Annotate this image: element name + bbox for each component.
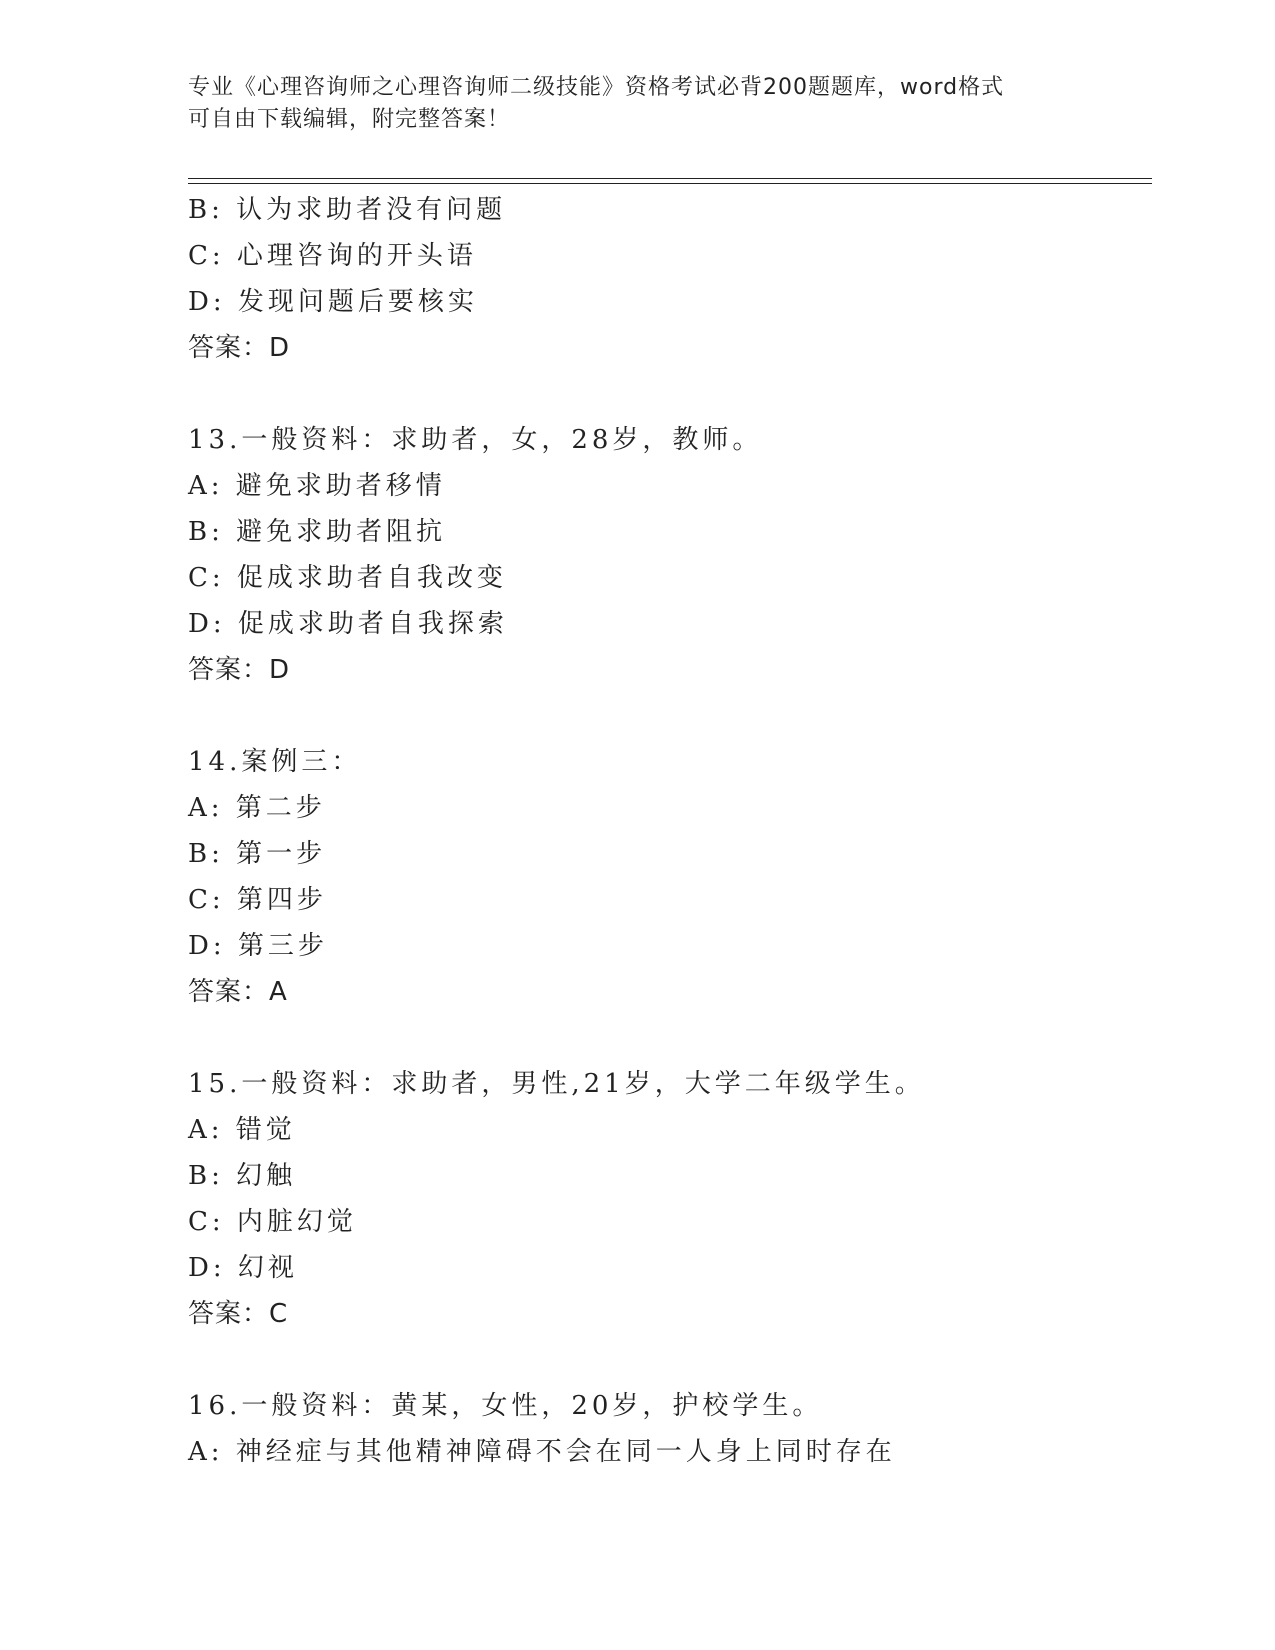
option-b: B: 认为求助者没有问题: [188, 195, 507, 225]
question-block-15: [188, 1015, 1168, 1337]
answer-line: 答案：D: [188, 333, 291, 363]
option-c: C: 内脏幻觉: [188, 1207, 357, 1237]
question-block-14: [188, 693, 1168, 1015]
option-c: C: 心理咨询的开头语: [188, 241, 477, 271]
option-b: B: 幻触: [188, 1161, 297, 1191]
question-block-16: [188, 1337, 1168, 1475]
option-a: A: 第二步: [188, 793, 326, 823]
answer-line: 答案：C: [188, 1299, 289, 1329]
question-list: [188, 187, 1168, 1475]
option-a: A: 避免求助者移情: [188, 471, 446, 501]
option-c: C: 第四步: [188, 885, 327, 915]
document-header: [188, 72, 1068, 136]
option-c: C: 促成求助者自我改变: [188, 563, 507, 593]
option-b: B: 第一步: [188, 839, 327, 869]
question-stem: 16.一般资料：黄某，女性，20岁，护校学生。: [188, 1391, 823, 1421]
answer-line: 答案：D: [188, 655, 291, 685]
option-a: A: 错觉: [188, 1115, 296, 1145]
question-stem: 14.案例三：: [188, 747, 362, 777]
option-b: B: 避免求助者阻抗: [188, 517, 447, 547]
header-line-1: 专业《心理咨询师之心理咨询师二级技能》资格考试必背200题题库，word格式: [188, 75, 1005, 100]
question-block-13: [188, 371, 1168, 693]
option-d: D: 发现问题后要核实: [188, 287, 478, 317]
answer-line: 答案：A: [188, 977, 288, 1007]
option-d: D: 促成求助者自我探索: [188, 609, 508, 639]
option-a: A: 神经症与其他精神障碍不会在同一人身上同时存在: [188, 1437, 896, 1467]
header-divider-top: [188, 178, 1152, 179]
question-stem: 15.一般资料：求助者，男性,21岁，大学二年级学生。: [188, 1069, 925, 1099]
question-stem: 13.一般资料：求助者，女，28岁，教师。: [188, 425, 763, 455]
option-d: D: 幻视: [188, 1253, 298, 1283]
header-divider-bottom: [188, 183, 1152, 184]
option-d: D: 第三步: [188, 931, 328, 961]
question-block-12: [188, 187, 1168, 371]
header-line-2: 可自由下载编辑，附完整答案！: [188, 107, 511, 132]
